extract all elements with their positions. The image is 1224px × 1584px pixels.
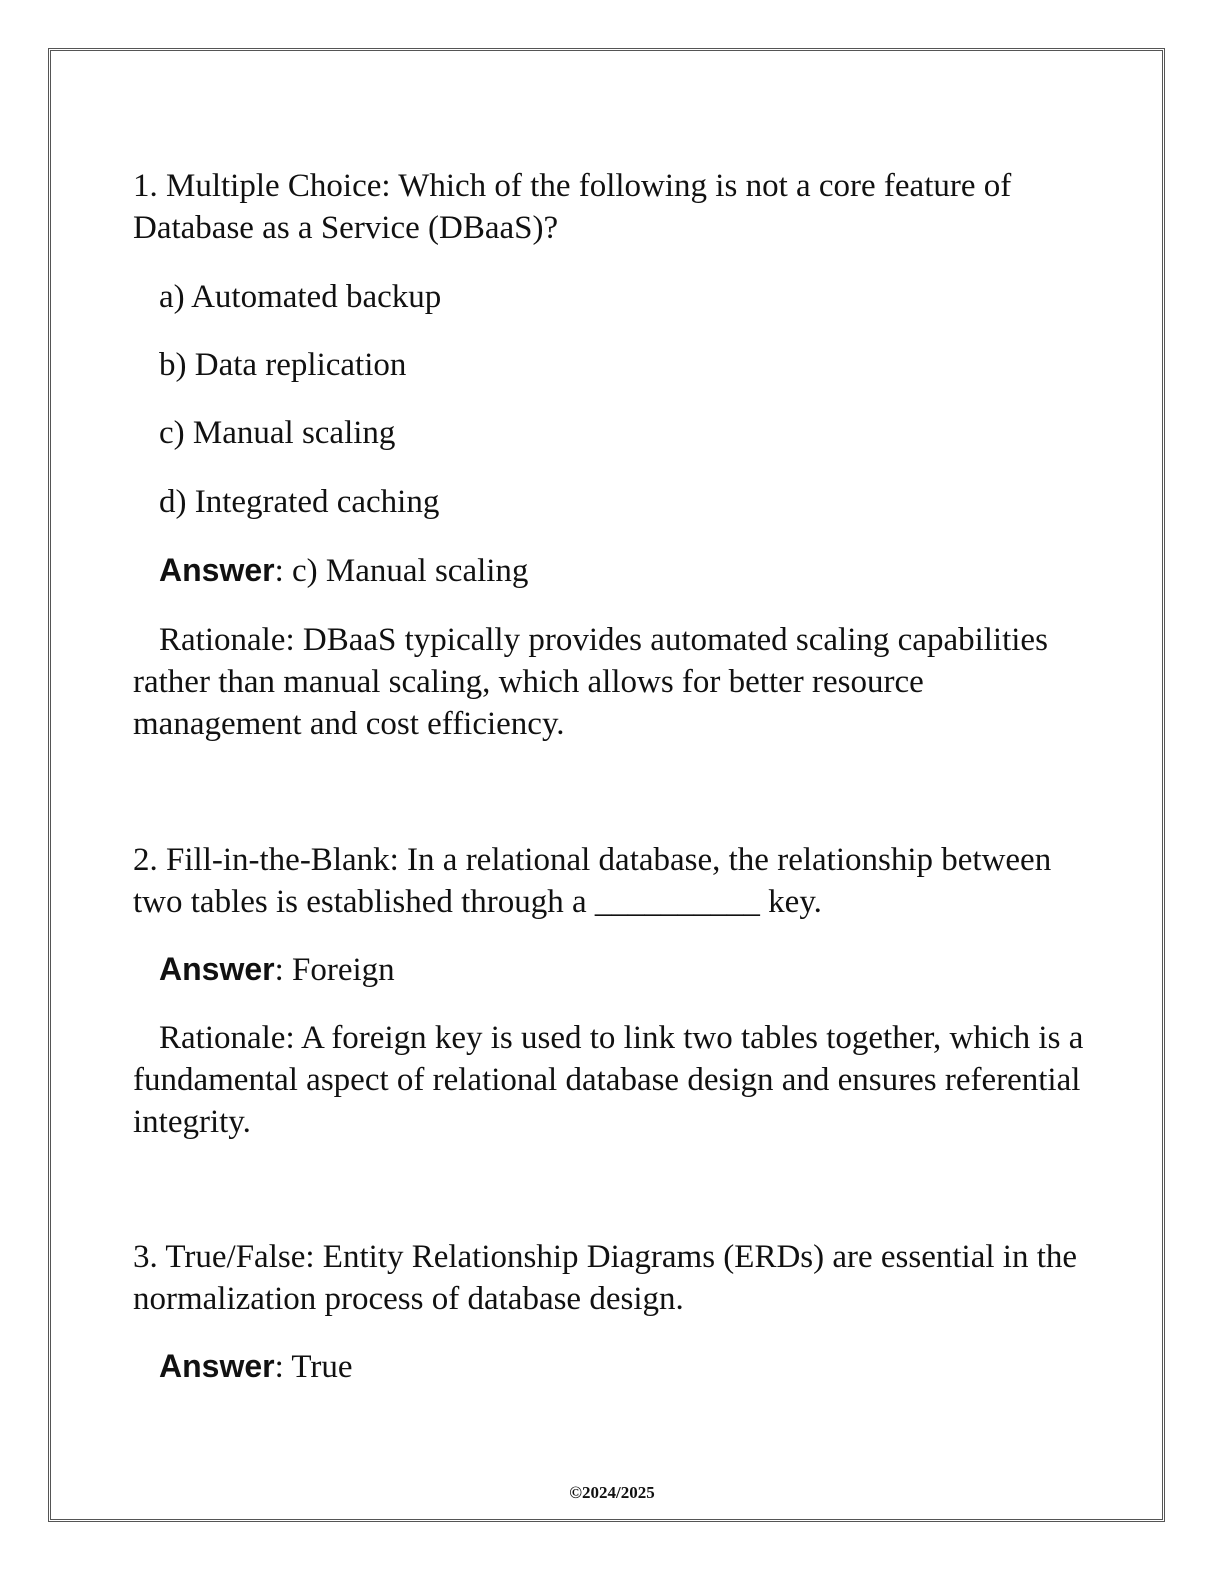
answer-label: Answer bbox=[159, 951, 275, 987]
answer-value: : c) Manual scaling bbox=[274, 553, 529, 589]
question-3-answer bbox=[159, 1345, 353, 1388]
answer-value: : True bbox=[274, 1349, 353, 1385]
question-1-option-c: c) Manual scaling bbox=[159, 415, 396, 451]
question-1-rationale: Rationale: DBaaS typically provides automated scaling capabilities rather than manual scaling, which allows for better resource management and cost efficiency. bbox=[133, 622, 1048, 742]
question-2-rationale: Rationale: A foreign key is used to link two tables together, which is a fundamental aspect of relational database design and ensures referential integrity. bbox=[133, 1020, 1084, 1140]
question-1-option-d: d) Integrated caching bbox=[159, 484, 440, 520]
question-2-prompt: 2. Fill-in-the-Blank: In a relational database, the relationship between two tables is established through a __________ key. bbox=[133, 842, 1052, 920]
answer-label: Answer bbox=[159, 552, 275, 588]
question-2-answer bbox=[159, 948, 395, 991]
question-1-option-a: a) Automated backup bbox=[159, 279, 442, 315]
question-3-prompt: 3. True/False: Entity Relationship Diagrams (ERDs) are essential in the normalization process of database design. bbox=[133, 1239, 1078, 1317]
question-1-answer bbox=[159, 549, 528, 592]
footer-copyright: ©2024/2025 bbox=[569, 1483, 655, 1502]
answer-label: Answer bbox=[159, 1348, 275, 1384]
question-1-prompt: 1. Multiple Choice: Which of the following is not a core feature of Database as a Service (DBaaS)? bbox=[133, 168, 1012, 246]
answer-value: : Foreign bbox=[274, 952, 395, 988]
question-1-option-b: b) Data replication bbox=[159, 347, 407, 383]
